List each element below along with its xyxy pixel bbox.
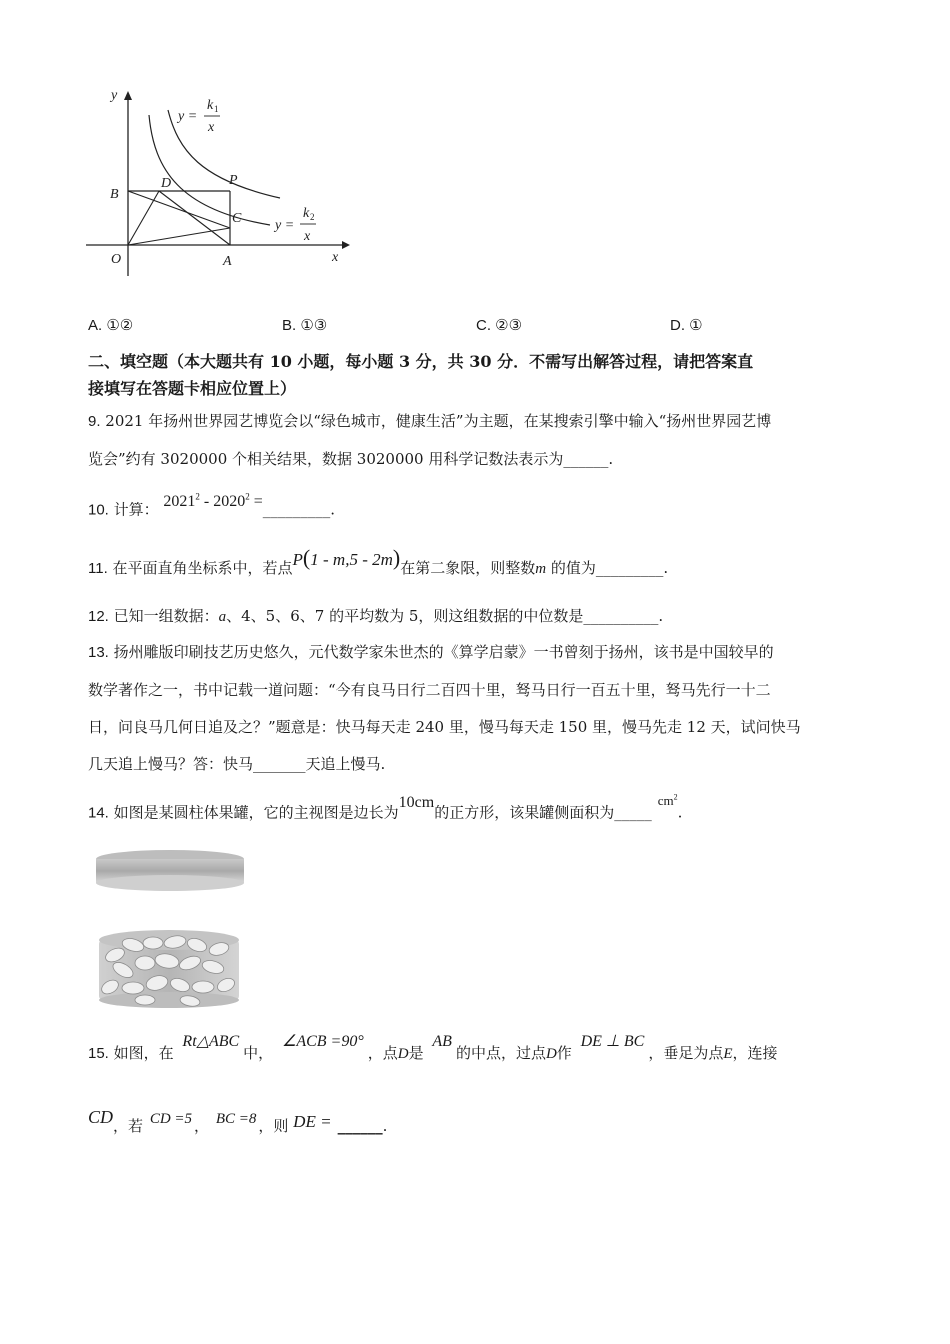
- q12-number: 12.: [88, 608, 109, 625]
- function-graph: [80, 80, 360, 280]
- q14-end: .: [677, 803, 683, 822]
- y-axis-arrow: [124, 91, 132, 100]
- q14: [88, 793, 683, 823]
- q15-de-equals: DE =: [293, 1112, 332, 1131]
- q9-number: 9.: [88, 413, 101, 430]
- curve1-den: x: [208, 120, 215, 135]
- q15-t3: ，点: [367, 1044, 398, 1062]
- x-axis-label: x: [332, 250, 339, 265]
- q15-triangle: Rt△ABC: [182, 1033, 240, 1050]
- q15-blank: ______: [337, 1117, 383, 1135]
- q15-t9: ，若: [113, 1117, 144, 1135]
- q11: [88, 545, 669, 579]
- q15-bc-value: BC =8: [215, 1111, 257, 1127]
- q14-length: 10cm: [398, 794, 435, 812]
- q15-line1: [88, 1033, 778, 1064]
- q15-number: 15.: [88, 1045, 109, 1062]
- q15-t7: ，垂足为点: [648, 1044, 724, 1062]
- q15-cd-value: CD =5: [149, 1111, 193, 1127]
- q12-text2: 、4、5、6、7 的平均数为 5，则这组数据的中位数是__________.: [226, 607, 664, 625]
- q14-text1: 如图是某圆柱体果罐，它的主视图是边长为: [108, 803, 399, 822]
- q11-number: 11.: [88, 560, 108, 577]
- q15-t2: 中，: [243, 1044, 274, 1062]
- q15-t4: 是: [408, 1044, 424, 1062]
- q12-variable: a: [218, 609, 227, 625]
- q10-text: 计算：: [108, 500, 159, 519]
- q10: [88, 492, 336, 520]
- curve1-num: k: [207, 98, 214, 113]
- q15-t6: 作: [556, 1044, 572, 1062]
- curve2-den: x: [304, 229, 311, 244]
- q9-line1: [88, 411, 771, 432]
- q10-exp2: 2: [245, 492, 250, 502]
- q15-t1: 如图，在: [108, 1044, 174, 1062]
- q11-text2: 在第二象限，则整数: [400, 559, 536, 577]
- q15-point-d: D: [397, 1046, 409, 1062]
- section2-heading-line2: 接填写在答题卡相应位置上）: [88, 379, 297, 398]
- q15-perpendicular: DE ⊥ BC: [580, 1033, 645, 1050]
- q15-point-e: E: [723, 1046, 733, 1062]
- q10-operator: -: [199, 493, 214, 511]
- q11-right-paren: ): [392, 545, 401, 570]
- q12-text1: 已知一组数据：: [108, 607, 219, 625]
- q10-base2: 2020: [213, 493, 246, 511]
- segment-od: [128, 191, 159, 245]
- q13-number: 13.: [88, 644, 109, 661]
- q11-point-name: P: [292, 550, 303, 569]
- q10-base1: 2021: [163, 493, 196, 511]
- segment-oc: [128, 228, 230, 245]
- q10-blank: _________.: [262, 500, 336, 519]
- option-d[interactable]: D. ①: [670, 317, 703, 334]
- q13-line1-wrap: [88, 642, 774, 663]
- q11-coordinates: 1 - m,5 - 2m: [310, 550, 393, 569]
- q9-text-line1: 2021 年扬州世界园艺博览会以“绿色城市，健康生活”为主题，在某搜索引擎中输入“扬州世界园艺博: [100, 412, 772, 430]
- point-c-label: C: [232, 211, 242, 226]
- q12: [88, 606, 663, 627]
- curve2-lhs: y =: [275, 218, 295, 233]
- fruit-jar-image: [95, 845, 250, 1015]
- point-d-label: D: [161, 176, 172, 191]
- option-b[interactable]: B. ①③: [282, 317, 328, 334]
- curve1-sub: 1: [214, 104, 219, 114]
- q14-number: 14.: [88, 804, 109, 822]
- jar-lid-bottom: [96, 875, 244, 891]
- q11-point-expression: [292, 545, 401, 570]
- q15-t11: ，则: [258, 1117, 289, 1135]
- q10-expression: [163, 493, 262, 510]
- q13-line4: 几天追上慢马？答：快马_______天追上慢马.: [88, 755, 386, 773]
- option-c[interactable]: C. ②③: [476, 317, 523, 334]
- q10-exp1: 2: [195, 492, 200, 502]
- origin-label: O: [111, 252, 122, 267]
- section2-heading-line1: 二、填空题（本大题共有 10 小题，每小题 3 分，共 30 分．不需写出解答过程，请把答案直: [88, 352, 754, 371]
- curve1-lhs: y =: [178, 109, 198, 124]
- q14-unit-base: cm: [657, 793, 674, 809]
- curve2-num: k: [303, 206, 310, 221]
- q15-line2: [88, 1107, 388, 1137]
- q11-left-paren: (: [302, 545, 311, 570]
- q11-text1: 在平面直角坐标系中，若点: [107, 559, 293, 577]
- x-axis-arrow: [342, 241, 350, 249]
- q13-line2: 数学著作之一，书中记载一道问题：“今有良马日行二百四十里，驽马日行一百五十里，驽马先行一十二: [88, 681, 771, 699]
- q15-t5: 的中点，过点: [455, 1044, 546, 1062]
- q15-segment-ab: AB: [432, 1033, 452, 1050]
- q11-text3: 的值为_________.: [546, 559, 669, 577]
- q11-variable: m: [535, 561, 547, 577]
- option-a[interactable]: A. ①②: [88, 317, 134, 334]
- q9-text-line2: 览会”约有 3020000 个相关结果，数据 3020000 用科学记数法表示为______.: [88, 450, 614, 468]
- q13-line3: 日，问良马几何日追及之？”题意是：快马每天走 240 里，慢马每天走 150 里，慢马先走 12 天，试问快马: [88, 718, 801, 736]
- q15-t10: ，: [194, 1117, 210, 1135]
- q10-equals: =: [249, 493, 263, 511]
- q15-t8: ，连接: [732, 1044, 778, 1062]
- y-axis-label: y: [111, 88, 118, 103]
- q15-angle: ∠ACB =90°: [281, 1033, 364, 1050]
- jar-base: [99, 992, 239, 1008]
- q13-line1: 扬州雕版印刷技艺历史悠久，元代数学家朱世杰的《算学启蒙》一书曾刻于扬州，该书是中国较早的: [108, 643, 774, 661]
- point-a-label: A: [223, 254, 232, 269]
- point-p-label: P: [229, 173, 238, 188]
- q10-number: 10.: [88, 501, 109, 519]
- q14-text2: 的正方形，该果罐侧面积为_____: [434, 803, 652, 822]
- q15-point-d2: D: [545, 1046, 557, 1062]
- curve2-sub: 2: [310, 212, 315, 222]
- point-b-label: B: [110, 187, 119, 202]
- q15-segment-cd: CD: [88, 1107, 114, 1127]
- q14-unit-exponent: 2: [673, 793, 678, 802]
- q15-end: .: [382, 1117, 388, 1135]
- q14-unit: [658, 793, 678, 808]
